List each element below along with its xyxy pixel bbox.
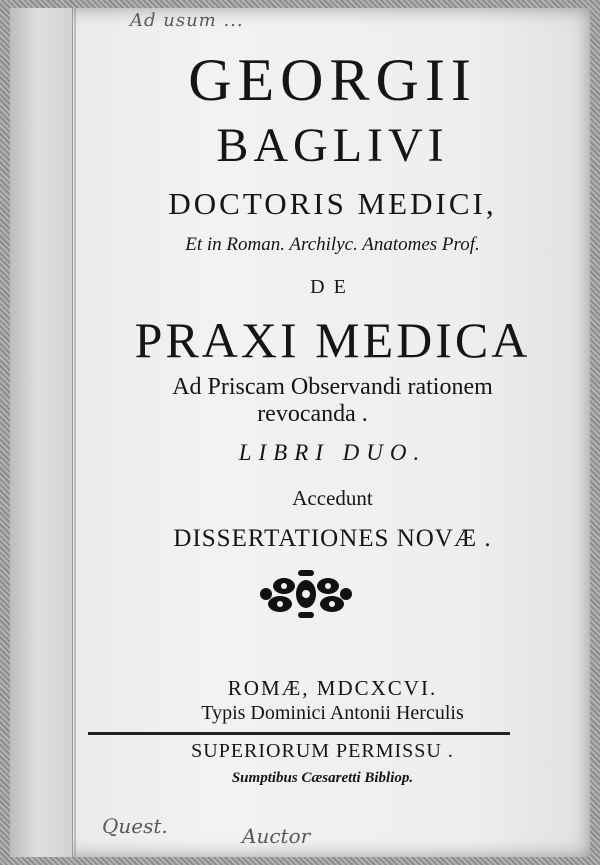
- dissertationes-novae: DISSERTATIONES NOVÆ .: [173, 525, 492, 552]
- place-and-date: ROMÆ, MDCXCVI.: [227, 676, 438, 700]
- divider-rule: [88, 732, 510, 735]
- title-page: [10, 8, 590, 857]
- handwritten-note-bottom-right: Auctor: [242, 824, 311, 848]
- author-first-name: GEORGII: [188, 47, 477, 113]
- author-degree: DOCTORIS MEDICI,: [168, 186, 497, 221]
- subtitle-line-2: revocanda .: [257, 401, 368, 427]
- libri-duo: LIBRI DUO.: [238, 440, 427, 465]
- de-word: DE: [310, 276, 355, 298]
- handwritten-note-bottom-left: Quest.: [102, 814, 168, 838]
- book-title: PRAXI MEDICA: [134, 312, 531, 368]
- accedunt: Accedunt: [292, 486, 373, 510]
- book-spine: [10, 8, 73, 857]
- bookseller-line: Sumptibus Cæsaretti Bibliop.: [231, 770, 414, 786]
- author-position: Et in Roman. Archilyc. Anatomes Prof.: [185, 234, 480, 255]
- spine-edge: [74, 8, 76, 857]
- printer-line: Typis Dominici Antonii Herculis: [201, 702, 464, 724]
- floral-ornament-icon: [258, 568, 354, 620]
- permission-line: SUPERIORUM PERMISSU .: [191, 740, 454, 762]
- author-last-name: BAGLIVI: [216, 119, 449, 172]
- subtitle-line-1: Ad Priscam Observandi rationem: [172, 374, 493, 400]
- handwritten-inscription-top: Ad usum ...: [130, 10, 244, 31]
